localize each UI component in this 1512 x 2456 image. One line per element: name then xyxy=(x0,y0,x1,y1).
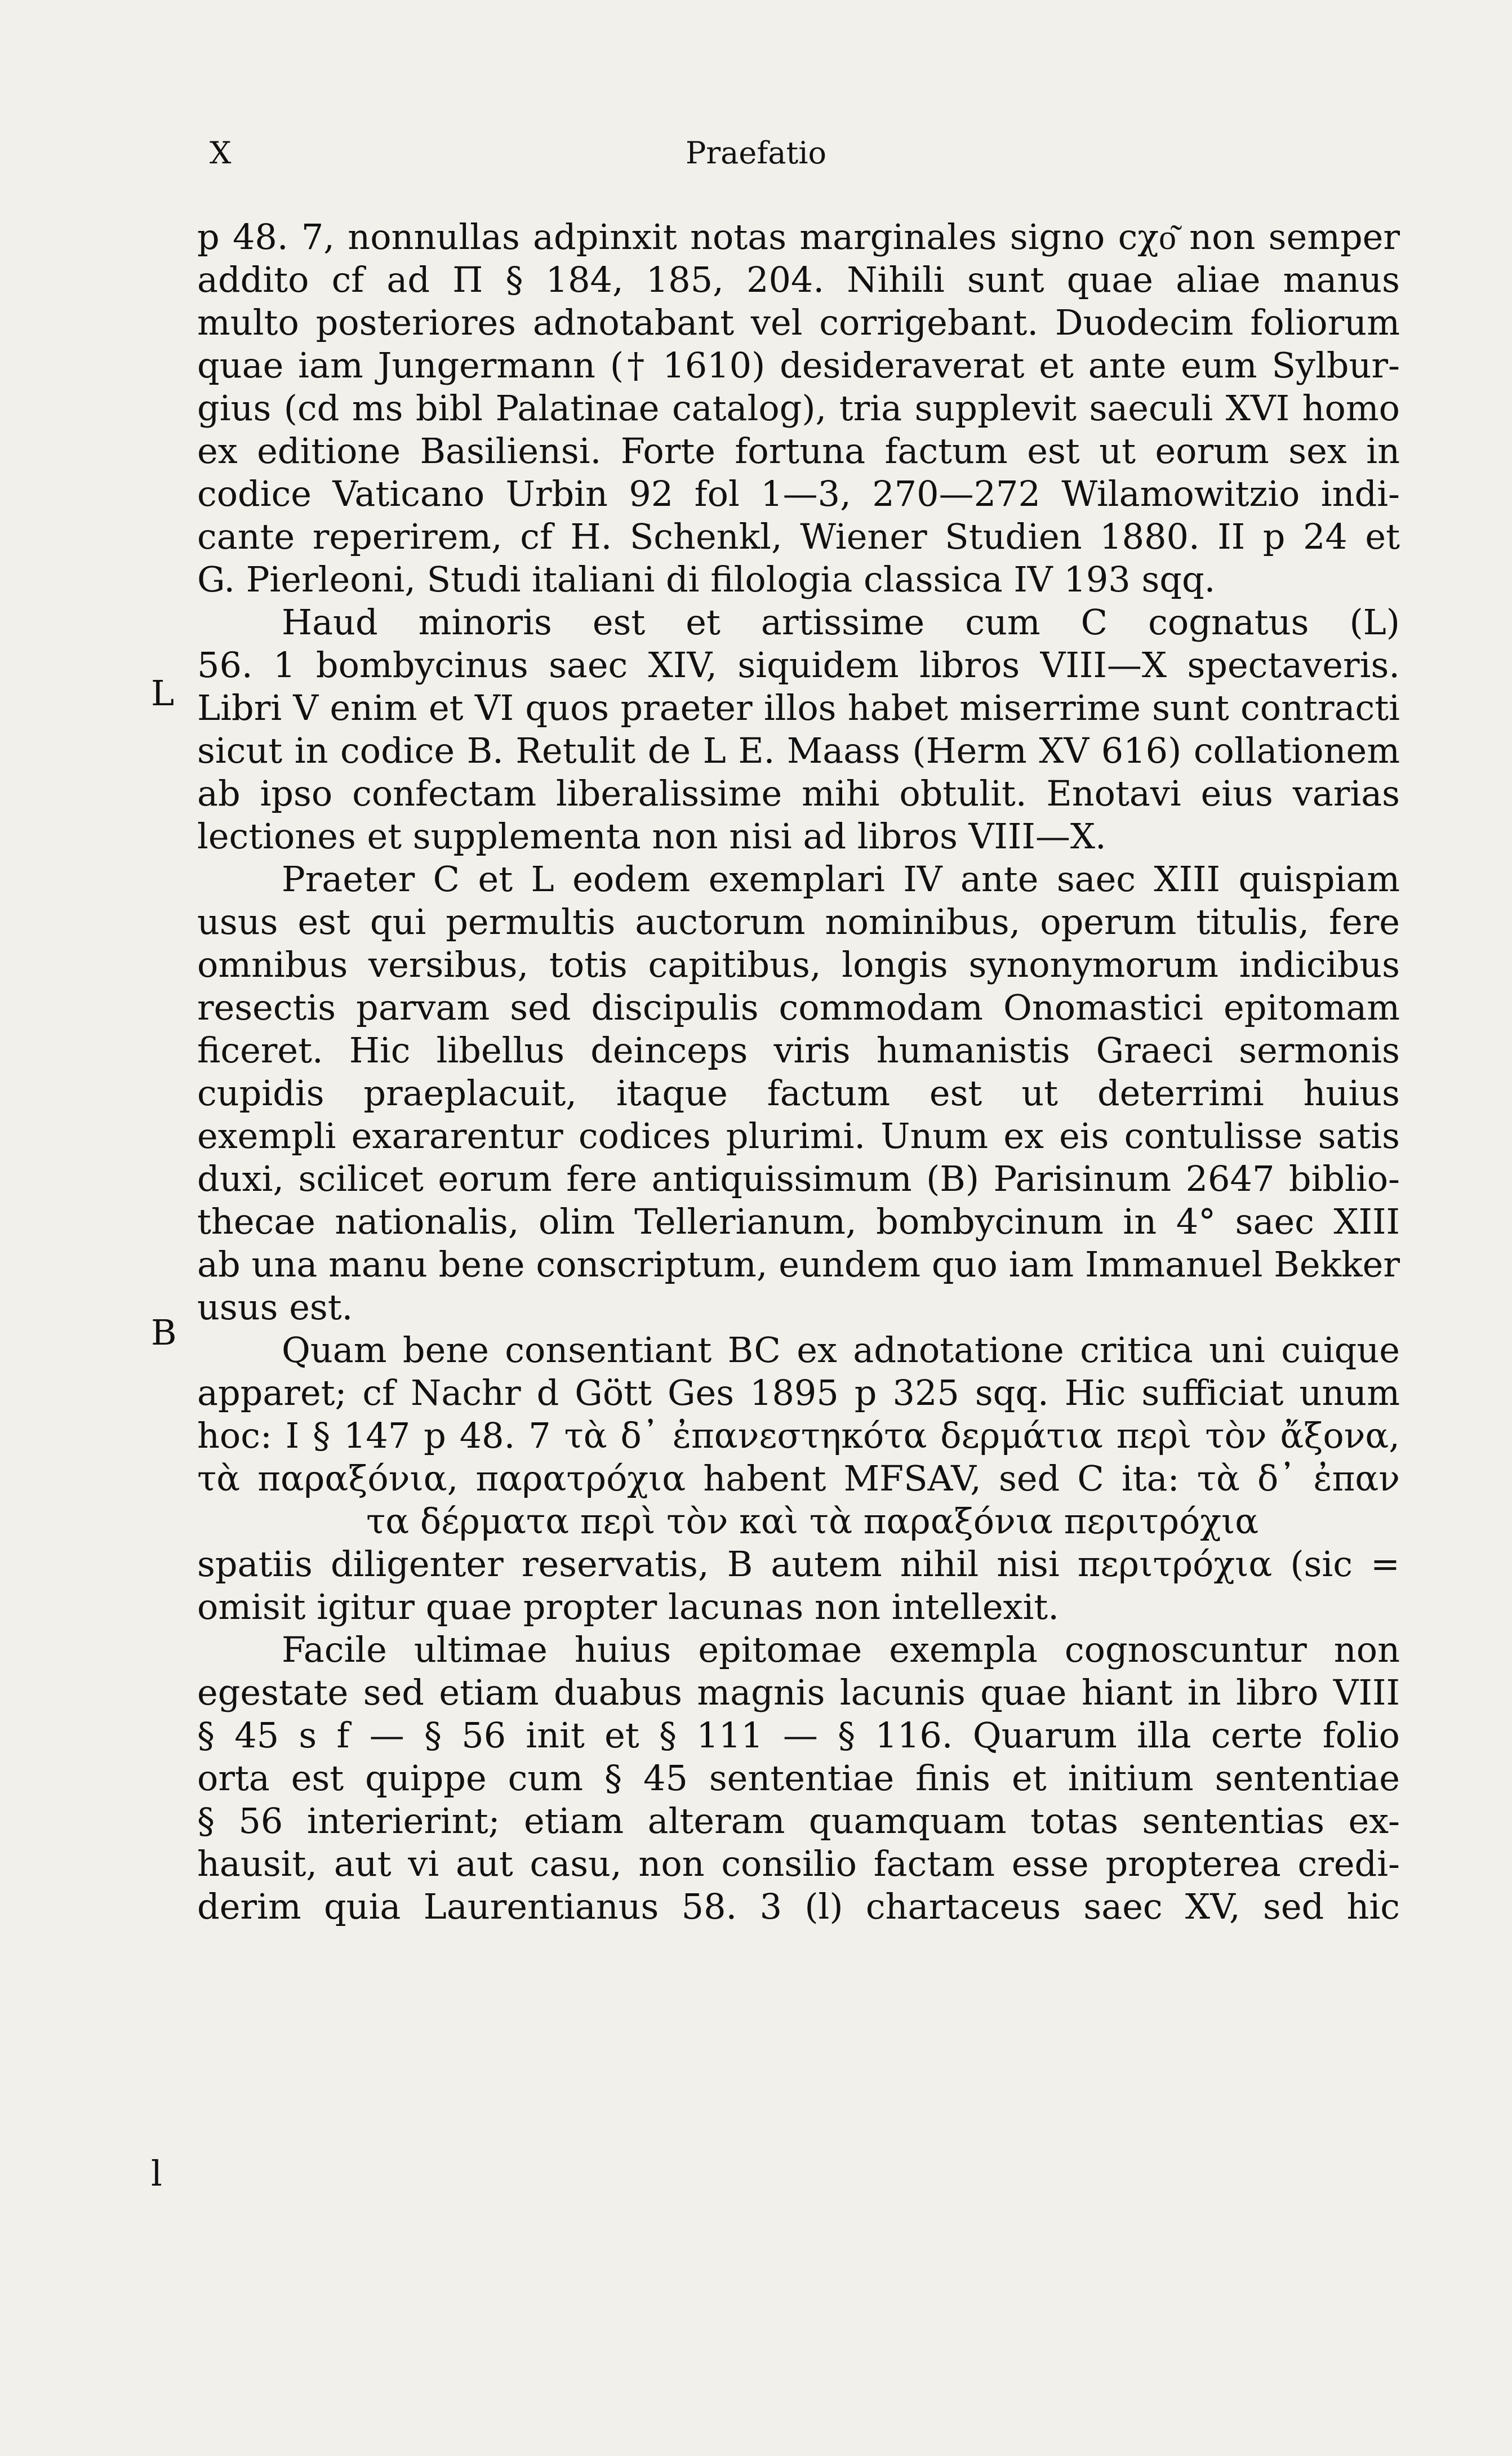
text-line: Haud minoris est et artissime cum C cognatus (L) xyxy=(282,602,1400,643)
text-line: Praeter C et L eodem exemplari IV ante saec XIII quispiam xyxy=(282,858,1400,900)
text-line: § 45 s f — § 56 init et § 111 — § 116. Quarum illa certe folio xyxy=(197,1715,1400,1756)
text-line: gius (cd ms bibl Palatinae catalog), tria supplevit saeculi XVI homo xyxy=(197,388,1400,429)
text-line: multo posteriores adnotabant vel corrigebant. Duodecim foliorum xyxy=(197,302,1400,343)
text-line: Quam bene consentiant BC ex adnotatione critica uni cuique xyxy=(282,1329,1400,1371)
text-line: quae iam Jungermann († 1610) desideraverat et ante eum Sylbur- xyxy=(197,345,1400,386)
text-line: Facile ultimae huius epitomae exempla cognoscuntur non xyxy=(282,1629,1400,1670)
text-line: sicut in codice B. Retulit de L E. Maass (Herm XV 616) collationem xyxy=(197,730,1400,771)
running-title: Praefatio xyxy=(686,135,826,171)
text-line: codice Vaticano Urbin 92 fol 1—3, 270—272 Wilamowitzio indi- xyxy=(197,473,1400,514)
page-number: X xyxy=(210,135,232,171)
text-line: addito cf ad Π § 184, 185, 204. Nihili sunt quae aliae manus xyxy=(197,259,1400,300)
margin-siglum-L: L xyxy=(151,673,175,714)
text-line: cupidis praeplacuit, itaque factum est ut deterrimi huius xyxy=(197,1073,1400,1114)
text-line: p 48. 7, nonnullas adpinxit notas marginales signo cχο͂ non semper xyxy=(197,216,1400,257)
margin-siglum-B: B xyxy=(151,1312,177,1353)
text-line: hausit, aut vi aut casu, non consilio factam esse propterea credi- xyxy=(197,1843,1400,1884)
text-line: exempli exararentur codices plurimi. Unum ex eis contulisse satis xyxy=(197,1115,1400,1156)
text-line: usus est qui permultis auctorum nominibus, operum titulis, fere xyxy=(197,901,1400,942)
text-line: § 56 interierint; etiam alteram quamquam totas sententias ex- xyxy=(197,1800,1400,1841)
body-text xyxy=(197,216,1400,1928)
text-line: omisit igitur quae propter lacunas non intellexit. xyxy=(197,1586,1059,1627)
text-line: omnibus versibus, totis capitibus, longis synonymorum indicibus xyxy=(197,944,1400,985)
running-header xyxy=(0,135,1512,180)
text-line: usus est. xyxy=(197,1287,353,1328)
margin-siglum-l: l xyxy=(151,2153,162,2194)
text-line: thecae nationalis, olim Tellerianum, bombycinum in 4° saec XIII xyxy=(197,1201,1400,1242)
text-line: egestate sed etiam duabus magnis lacunis quae hiant in libro VIII xyxy=(197,1672,1400,1713)
text-line: lectiones et supplementa non nisi ad libros VIII—X. xyxy=(197,816,1106,857)
text-line: hoc: I § 147 p 48. 7 τὰ δ᾽ ἐπανεστηκότα δερμάτια περὶ τὸν ἄξονα, xyxy=(197,1415,1400,1456)
text-line: G. Pierleoni, Studi italiani di filologia classica IV 193 sqq. xyxy=(197,559,1216,600)
text-line: resectis parvam sed discipulis commodam Onomastici epitomam xyxy=(197,987,1400,1028)
text-line: apparet; cf Nachr d Gött Ges 1895 p 325 sqq. Hic sufficiat unum xyxy=(197,1372,1400,1413)
text-line: Libri V enim et VI quos praeter illos habet miserrime sunt contracti xyxy=(197,687,1400,728)
text-line: τα δέρματα περὶ τὸν καὶ τὰ παραξόνια περιτρόχια xyxy=(366,1501,1259,1542)
text-line: τὰ παραξόνια, παρατρόχια habent MFSAV, sed C ita: τὰ δ᾽ ἐπαν xyxy=(197,1458,1400,1499)
text-line: cante reperirem, cf H. Schenkl, Wiener Studien 1880. II p 24 et xyxy=(197,516,1400,557)
text-line: 56. 1 bombycinus saec XIV, siquidem libros VIII—X spectaveris. xyxy=(197,644,1400,686)
text-line: orta est quippe cum § 45 sententiae finis et initium sententiae xyxy=(197,1758,1400,1799)
text-line: ab ipso confectam liberalissime mihi obtulit. Enotavi eius varias xyxy=(197,773,1400,814)
text-line: ficeret. Hic libellus deinceps viris humanistis Graeci sermonis xyxy=(197,1030,1400,1071)
text-line: ab una manu bene conscriptum, eundem quo iam Immanuel Bekker xyxy=(197,1244,1400,1285)
text-line: derim quia Laurentianus 58. 3 (l) chartaceus saec XV, sed hic xyxy=(197,1886,1400,1927)
text-line: ex editione Basiliensi. Forte fortuna factum est ut eorum sex in xyxy=(197,430,1400,471)
text-line: spatiis diligenter reservatis, B autem nihil nisi περιτρόχια (sic = xyxy=(197,1543,1400,1585)
text-line: duxi, scilicet eorum fere antiquissimum (B) Parisinum 2647 biblio- xyxy=(197,1158,1400,1199)
